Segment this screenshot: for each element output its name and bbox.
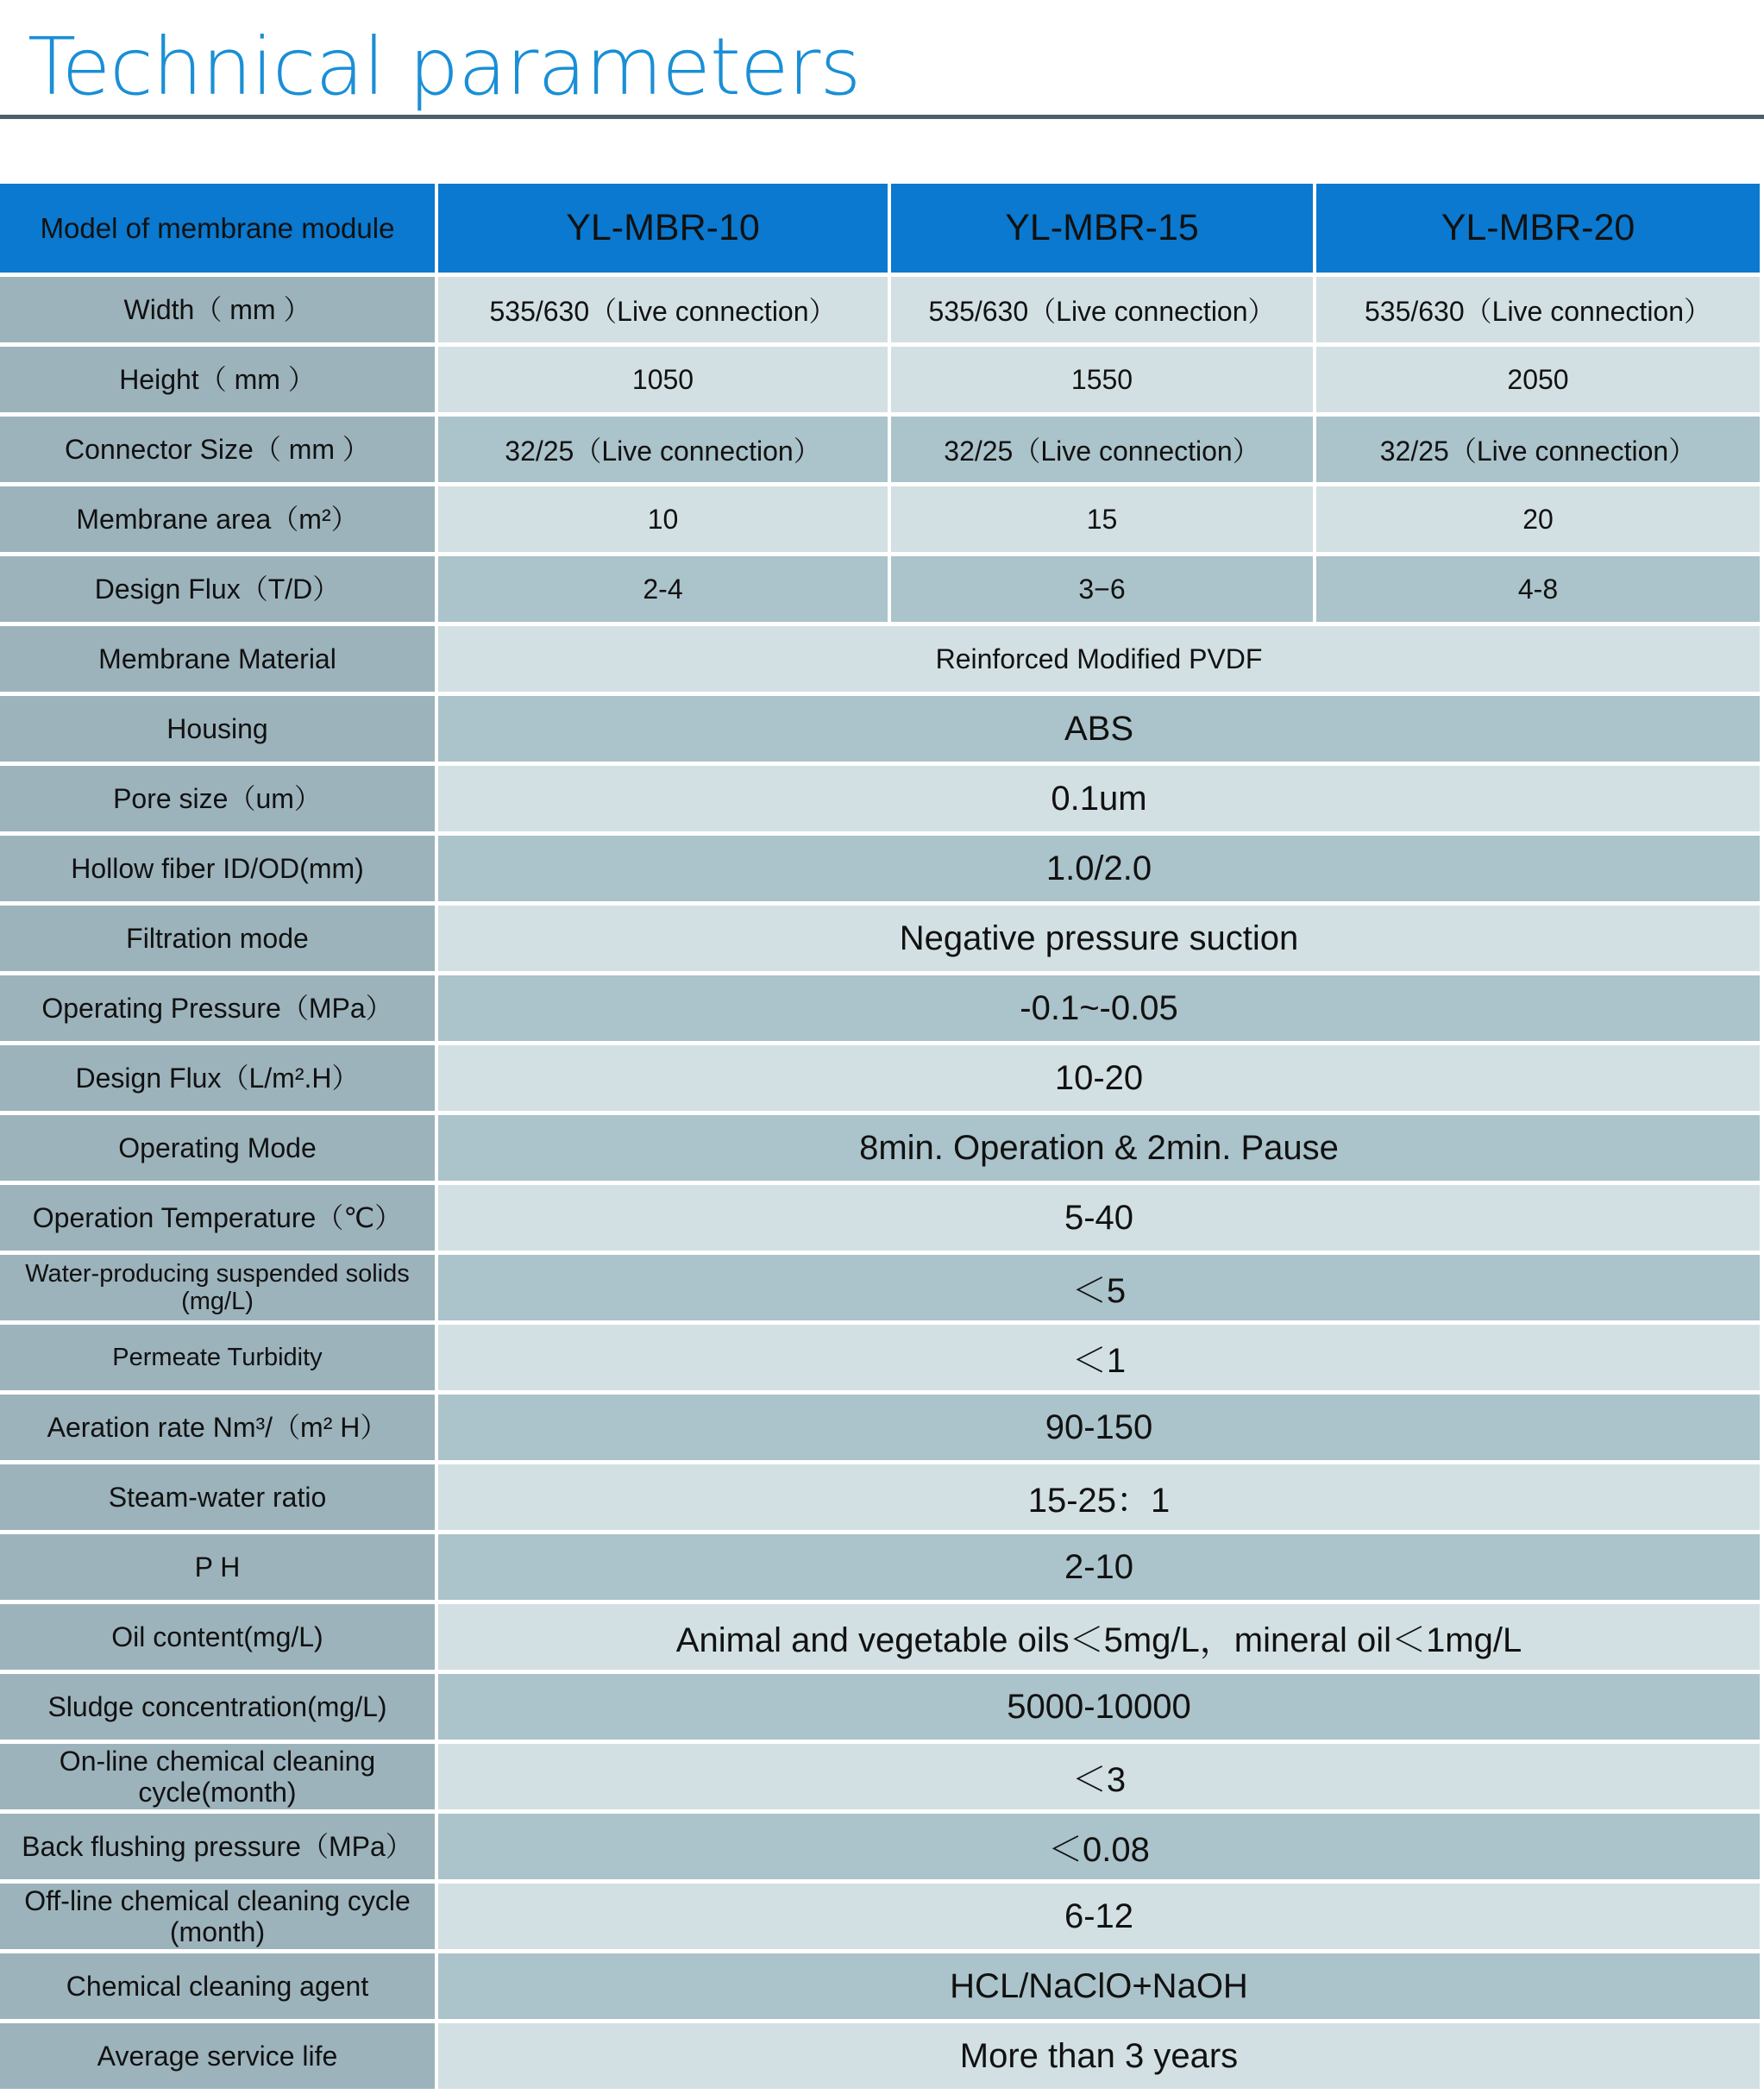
table-cell: Animal and vegetable oils＜5mg/L，mineral oil＜1mg/L: [438, 1604, 1760, 1674]
table-cell: 3−6: [891, 556, 1316, 626]
model-header-cell: YL-MBR-20: [1316, 184, 1760, 277]
row-label: Membrane area（m²）: [0, 486, 438, 556]
table-cell: ＜3: [438, 1744, 1760, 1814]
table-row: [0, 1045, 1760, 1115]
table-row: [0, 1953, 1760, 2023]
row-label: Water-producing suspended solids (mg/L): [0, 1255, 438, 1325]
table-cell: 20: [1316, 486, 1760, 556]
row-label: Pore size（um）: [0, 766, 438, 836]
row-label: Permeate Turbidity: [0, 1325, 438, 1395]
row-label: Operation Temperature（℃）: [0, 1185, 438, 1255]
page-title: Technical parameters: [28, 21, 861, 113]
table-cell: 10-20: [438, 1045, 1760, 1115]
table-cell: 535/630（Live connection）: [1316, 277, 1760, 347]
table-row: [0, 486, 1760, 556]
header-row: [0, 184, 1760, 277]
table-cell: 1050: [438, 347, 891, 417]
header-label-cell: Model of membrane module: [0, 184, 438, 277]
table-row: [0, 1115, 1760, 1185]
table-cell: 535/630（Live connection）: [438, 277, 891, 347]
table-cell: Negative pressure suction: [438, 906, 1760, 975]
model-header-cell: YL-MBR-15: [891, 184, 1316, 277]
table-row: [0, 347, 1760, 417]
table-cell: 32/25（Live connection）: [1316, 417, 1760, 486]
table-cell: 1.0/2.0: [438, 836, 1760, 906]
row-label: Width（ mm ）: [0, 277, 438, 347]
table-row: [0, 1534, 1760, 1604]
model-header-cell: YL-MBR-10: [438, 184, 891, 277]
table-cell: Reinforced Modified PVDF: [438, 626, 1760, 696]
table-row: [0, 556, 1760, 626]
table-row: [0, 766, 1760, 836]
row-label: Aeration rate Nm³/（m² H）: [0, 1395, 438, 1464]
table-row: [0, 1814, 1760, 1884]
row-label: Design Flux（T/D）: [0, 556, 438, 626]
table-row: [0, 696, 1760, 766]
table-row: [0, 1255, 1760, 1325]
row-label: On-line chemical cleaning cycle(month): [0, 1744, 438, 1814]
table-row: [0, 1604, 1760, 1674]
table-row: [0, 1464, 1760, 1534]
table-cell: 2-10: [438, 1534, 1760, 1604]
table-row: [0, 906, 1760, 975]
table-cell: 5-40: [438, 1185, 1760, 1255]
table-row: [0, 277, 1760, 347]
table-row: [0, 626, 1760, 696]
table-cell: 32/25（Live connection）: [438, 417, 891, 486]
row-label: Filtration mode: [0, 906, 438, 975]
table-cell: HCL/NaClO+NaOH: [438, 1953, 1760, 2023]
table-row: [0, 1185, 1760, 1255]
row-label: Oil content(mg/L): [0, 1604, 438, 1674]
table-cell: 2-4: [438, 556, 891, 626]
table-cell: 15-25：1: [438, 1464, 1760, 1534]
row-label: Operating Mode: [0, 1115, 438, 1185]
table-cell: 4-8: [1316, 556, 1760, 626]
table-cell: ＜0.08: [438, 1814, 1760, 1884]
table-cell: 15: [891, 486, 1316, 556]
row-label: Height（ mm ）: [0, 347, 438, 417]
table-cell: ＜1: [438, 1325, 1760, 1395]
row-label: Housing: [0, 696, 438, 766]
technical-parameters-table: [0, 184, 1760, 2093]
table-cell: 8min. Operation & 2min. Pause: [438, 1115, 1760, 1185]
row-label: Back flushing pressure（MPa）: [0, 1814, 438, 1884]
row-label: Sludge concentration(mg/L): [0, 1674, 438, 1744]
table-cell: -0.1~-0.05: [438, 975, 1760, 1045]
table-cell: ＜5: [438, 1255, 1760, 1325]
table-row: [0, 1884, 1760, 1953]
row-label: Design Flux（L/m².H）: [0, 1045, 438, 1115]
table-cell: 6-12: [438, 1884, 1760, 1953]
row-label: Membrane Material: [0, 626, 438, 696]
table-cell: More than 3 years: [438, 2023, 1760, 2093]
row-label: Connector Size（ mm ）: [0, 417, 438, 486]
table-cell: 1550: [891, 347, 1316, 417]
row-label: P H: [0, 1534, 438, 1604]
table-row: [0, 975, 1760, 1045]
table-cell: 32/25（Live connection）: [891, 417, 1316, 486]
table-row: [0, 417, 1760, 486]
table-cell: 535/630（Live connection）: [891, 277, 1316, 347]
table-row: [0, 1674, 1760, 1744]
row-label: Steam-water ratio: [0, 1464, 438, 1534]
table-cell: 2050: [1316, 347, 1760, 417]
title-underline: [0, 115, 1764, 119]
table-cell: 5000-10000: [438, 1674, 1760, 1744]
table-cell: 90-150: [438, 1395, 1760, 1464]
row-label: Operating Pressure（MPa）: [0, 975, 438, 1045]
table-row: [0, 836, 1760, 906]
table-row: [0, 1744, 1760, 1814]
table-cell: 0.1um: [438, 766, 1760, 836]
row-label: Chemical cleaning agent: [0, 1953, 438, 2023]
table-row: [0, 1395, 1760, 1464]
table-cell: 10: [438, 486, 891, 556]
row-label: Hollow fiber ID/OD(mm): [0, 836, 438, 906]
table-cell: ABS: [438, 696, 1760, 766]
table-row: [0, 2023, 1760, 2093]
row-label: Off-line chemical cleaning cycle (month): [0, 1884, 438, 1953]
table-row: [0, 1325, 1760, 1395]
row-label: Average service life: [0, 2023, 438, 2093]
